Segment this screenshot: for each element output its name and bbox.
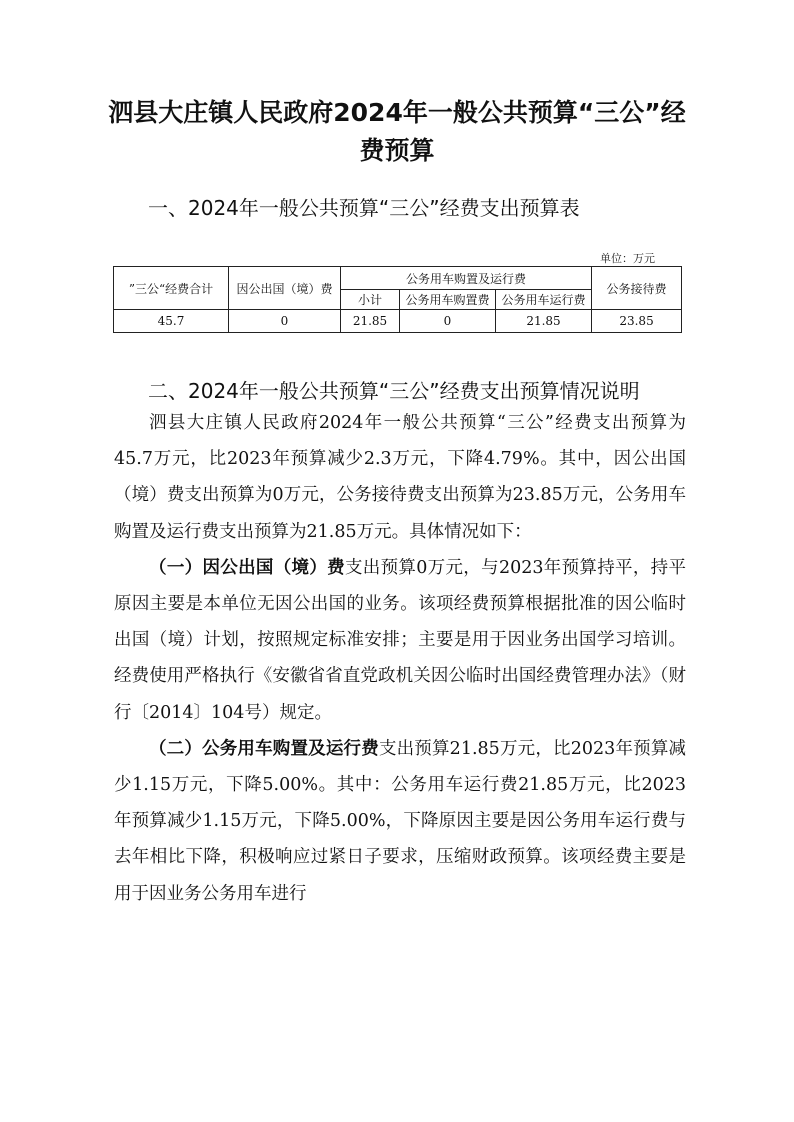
body-text bbox=[114, 405, 686, 912]
cell-purchase: 0 bbox=[400, 310, 496, 333]
header-reception: 公务接待费 bbox=[592, 267, 682, 310]
header-purchase: 公务用车购置费 bbox=[400, 290, 496, 310]
header-total: ”三公“经费合计 bbox=[114, 267, 229, 310]
cell-total: 45.7 bbox=[114, 310, 229, 333]
cell-operation: 21.85 bbox=[496, 310, 592, 333]
header-subtotal: 小计 bbox=[341, 290, 400, 310]
table-row bbox=[114, 310, 682, 333]
cell-reception: 23.85 bbox=[592, 310, 682, 333]
paragraph-summary: 泗县大庄镇人民政府2024年一般公共预算“三公”经费支出预算为45.7万元，比2023年预算减少2.3万元，下降4.79%。其中，因公出国（境）费支出预算为0万元，公务接待费支出预算为23.85万元，公务用车购置及运行费支出预算为21.85万元。具体情况如下： bbox=[114, 413, 686, 542]
cell-subtotal: 21.85 bbox=[341, 310, 400, 333]
document-title-line-2: 费预算 bbox=[359, 136, 435, 165]
header-vehicle-group: 公务用车购置及运行费 bbox=[341, 267, 592, 290]
section2-heading: 二、2024年一般公共预算“三公”经费支出预算情况说明 bbox=[148, 379, 640, 403]
paragraph-abroad bbox=[114, 550, 686, 731]
budget-table bbox=[113, 266, 682, 333]
paragraph-vehicle bbox=[114, 731, 686, 912]
table-header-row-1 bbox=[114, 267, 682, 290]
header-abroad: 因公出国（境）费 bbox=[229, 267, 341, 310]
paragraph-vehicle-text: 支出预算21.85万元，比2023年预算减少1.15万元，下降5.00%。其中：公务用车运行费21.85万元，比2023年预算减少1.15万元，下降5.00%，下降原因主要是因公务用车运行费与去年相比下降，积极响应过紧日子要求，压缩财政预算。该项经费主要是用于因业务公务用车进行 bbox=[114, 738, 687, 904]
document-title bbox=[90, 94, 704, 170]
document-title-line-1: 泗县大庄镇人民政府2024年一般公共预算“三公”经 bbox=[108, 98, 686, 127]
header-operation: 公务用车运行费 bbox=[496, 290, 592, 310]
paragraph-abroad-lead: （一）因公出国（境）费 bbox=[149, 557, 345, 578]
table-unit-label: 单位：万元 bbox=[600, 252, 655, 265]
section1-heading: 一、2024年一般公共预算“三公”经费支出预算表 bbox=[148, 196, 580, 220]
cell-abroad: 0 bbox=[229, 310, 341, 333]
paragraph-abroad-text: 支出预算0万元，与2023年预算持平，持平原因主要是本单位无因公出国的业务。该项经费预算根据批准的因公临时出国（境）计划，按照规定标准安排；主要是用于因业务出国学习培训。经费使用严格执行《安徽省省直党政机关因公临时出国经费管理办法》（财行〔2014〕104号）规定。 bbox=[114, 557, 686, 723]
paragraph-vehicle-lead: （二）公务用车购置及运行费 bbox=[149, 738, 379, 759]
